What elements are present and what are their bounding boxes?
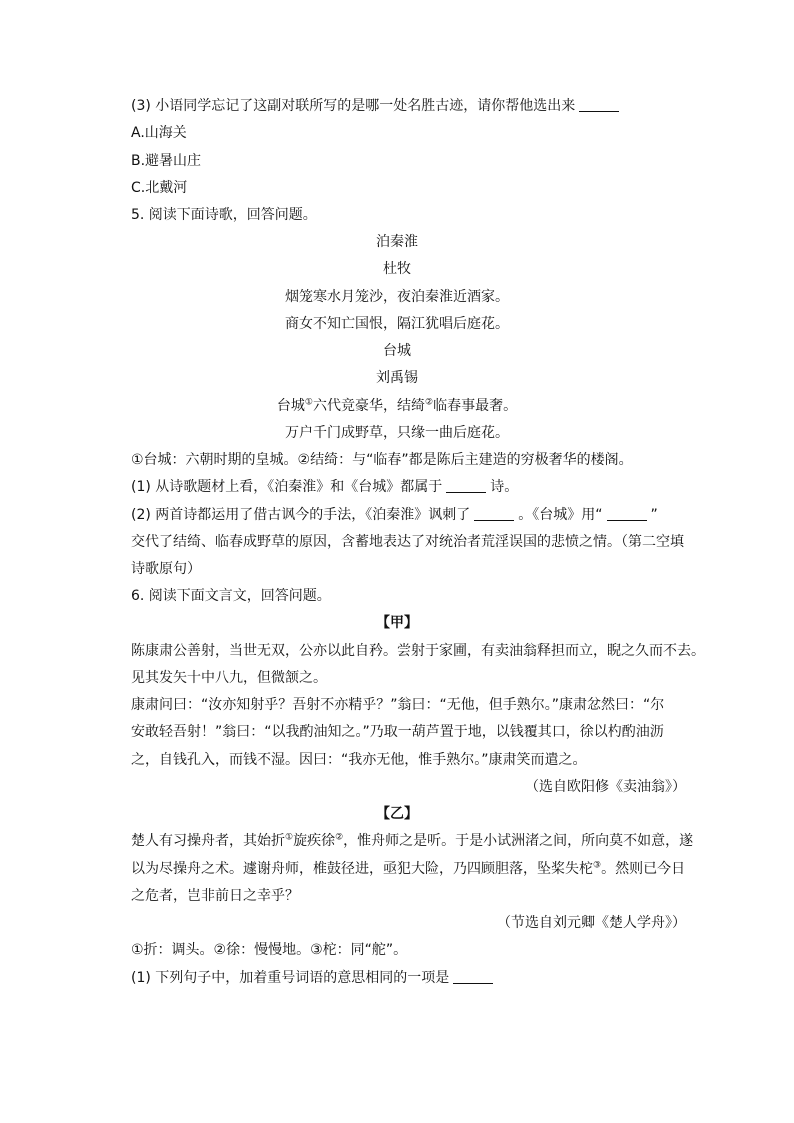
answer-blank[interactable] — [453, 969, 493, 984]
passage-line: 陈康肃公善射，当世无双，公亦以此自矜。尝射于家圃，有卖油翁释担而立，睨之久而不去。 — [131, 643, 705, 659]
q5-heading: 5. 阅读下面诗歌，回答问题。 — [131, 207, 317, 223]
q6-sub1: (1) 下列句子中，加着重号词语的意思相同的一项是 — [131, 968, 497, 988]
passage-source: （节选自刘元卿《楚人学舟》） — [497, 915, 686, 931]
passage-line: 见其发矢十中八九，但微颔之。 — [131, 670, 327, 686]
option-a: A.山海关 — [131, 125, 187, 141]
passage-line: 以为尽操舟之术。遽谢舟师，椎鼓径进，亟犯大险，乃四顾胆落，坠桨失柁③。然则已今日 — [131, 860, 686, 877]
poem2-line: 台城①六代竞豪华，结绮②临春事最奢。 — [276, 397, 518, 414]
answer-blank[interactable] — [579, 97, 619, 112]
answer-blank[interactable] — [446, 478, 486, 493]
poem2-author: 刘禹锡 — [376, 370, 418, 386]
passage-line: 之危者，岂非前日之幸乎？ — [131, 888, 299, 904]
q6-note: ①折：调头。②徐：慢慢地。③柁：同“舵”。 — [131, 942, 408, 958]
passage-line: 之，自钱孔入，而钱不湿。因曰：“我亦无他，惟手熟尔。”康肃笑而遣之。 — [131, 752, 587, 768]
footnote-marker: ① — [285, 832, 294, 843]
poem1-line: 烟笼寒水月笼沙，夜泊秦淮近酒家。 — [285, 289, 509, 305]
poem2-title: 台城 — [383, 343, 411, 359]
passage-yi-label: 【乙】 — [376, 806, 418, 822]
q3-prompt: (3) 小语同学忘记了这副对联所写的是哪一处名胜古迹，请你帮他选出来 — [131, 96, 623, 116]
q6-heading: 6. 阅读下面文言文，回答问题。 — [131, 588, 331, 604]
footnote-marker: ① — [304, 397, 313, 408]
footnote-marker: ② — [335, 832, 344, 843]
passage-jia-label: 【甲】 — [376, 615, 418, 631]
footnote-marker: ③ — [593, 860, 602, 871]
passage-line: 安敢轻吾射！”翁曰：“以我酌油知之。”乃取一葫芦置于地，以钱覆其口，徐以杓酌油沥 — [131, 724, 664, 740]
q5-sub1: (1) 从诗歌题材上看，《泊秦淮》和《台城》都属于 诗。 — [131, 479, 519, 495]
answer-blank[interactable] — [607, 506, 647, 521]
q5-sub2: (2) 两首诗都运用了借古讽今的手法，《泊秦淮》讽刺了 。《台城》用“ ” — [131, 507, 658, 523]
poem1-line: 商女不知亡国恨，隔江犹唱后庭花。 — [285, 316, 509, 332]
option-c: C.北戴河 — [131, 180, 188, 196]
footnote-marker: ② — [425, 397, 434, 408]
answer-blank[interactable] — [474, 506, 514, 521]
q5-sub2-cont: 交代了结绮、临春成野草的原因，含蓄地表达了对统治者荒淫误国的悲愤之情。（第二空填 — [131, 534, 684, 550]
poem1-author: 杜牧 — [383, 261, 411, 277]
passage-line: 楚人有习操舟者，其始折①旋疾徐②，惟舟师之是听。于是小试洲渚之间，所向莫不如意，遂 — [131, 832, 694, 849]
poem2-line: 万户千门成野草，只缘一曲后庭花。 — [285, 425, 509, 441]
q5-note: ①台城：六朝时期的皇城。②结绮：与“临春”都是陈后主建造的穷极奢华的楼阁。 — [131, 452, 633, 468]
q5-sub2-cont: 诗歌原句） — [131, 561, 201, 577]
passage-line: 康肃问曰：“汝亦知射乎？吾射不亦精乎？”翁曰：“无他，但手熟尔。”康肃忿然曰：“尔 — [131, 697, 665, 713]
option-b: B.避暑山庄 — [131, 153, 202, 169]
poem1-title: 泊秦淮 — [376, 234, 418, 250]
passage-source: （选自欧阳修《卖油翁》） — [525, 779, 686, 795]
